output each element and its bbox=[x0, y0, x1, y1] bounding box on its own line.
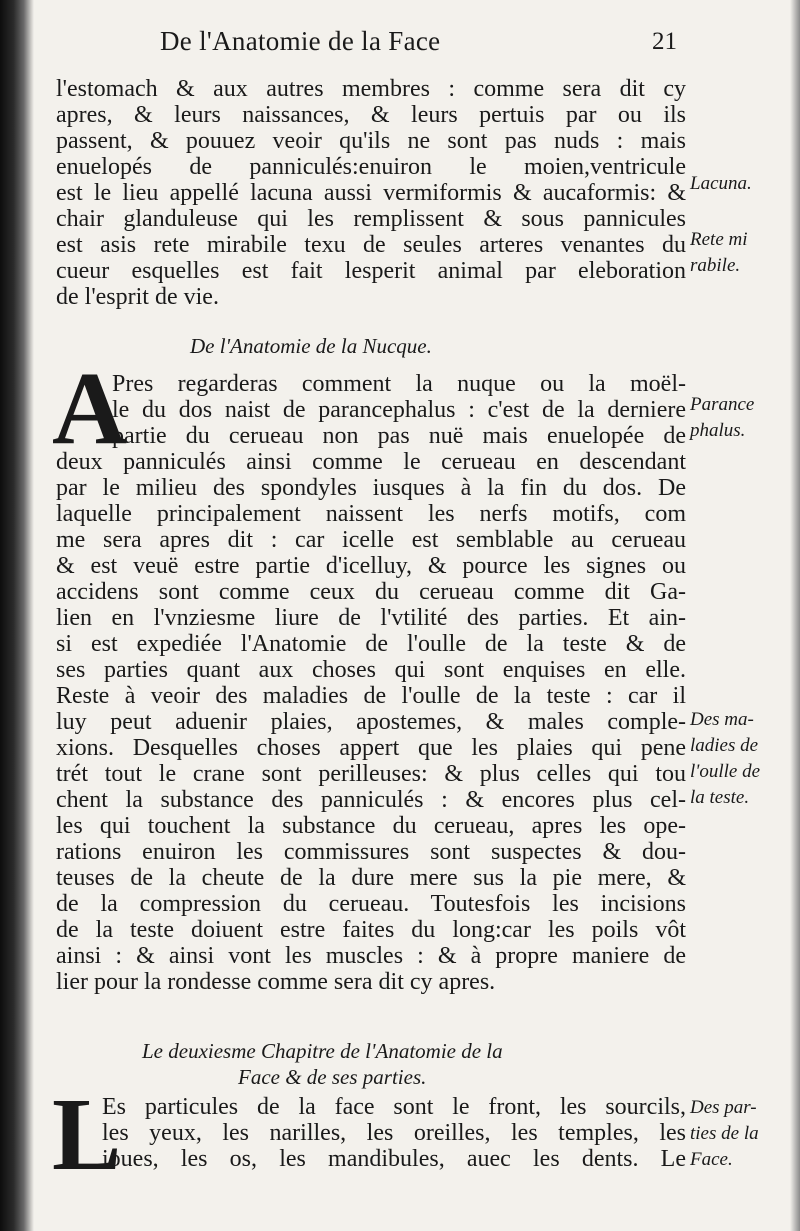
text-line: ses parties quant aux choses qui sont enquises en elle. bbox=[56, 657, 686, 683]
text-line: trét tout le crane sont perilleuses: & plus celles qui tou bbox=[56, 761, 686, 787]
page-number: 21 bbox=[652, 28, 677, 55]
text-line: accidens sont comme ceux du cerueau comme dit Ga- bbox=[56, 579, 686, 605]
text-line: chair glanduleuse qui les remplissent & sous pannicules bbox=[56, 206, 686, 232]
page-edge-shadow bbox=[790, 0, 800, 1231]
margin-note: Des ma- bbox=[690, 709, 754, 730]
margin-note: Rete mi bbox=[690, 229, 748, 250]
text-line: lien en l'vnziesme liure de l'vtilité des parties. Et ain- bbox=[56, 605, 686, 631]
chapter-heading-line-2: Face & de ses parties. bbox=[238, 1065, 427, 1089]
text-line: apres, & leurs naissances, & leurs pertuis par ou ils bbox=[56, 102, 686, 128]
page-binding-shadow bbox=[0, 0, 34, 1231]
text-line: est asis rete mirabile texu de seules arteres venantes du bbox=[56, 232, 686, 258]
text-line: ainsi : & ainsi vont les muscles : & à propre maniere de bbox=[56, 943, 686, 969]
text-line: lier pour la rondesse comme sera dit cy apres. bbox=[56, 969, 496, 995]
section-heading-nucque: De l'Anatomie de la Nucque. bbox=[190, 334, 432, 358]
text-line: l'estomach & aux autres membres : comme sera dit cy bbox=[56, 76, 686, 102]
text-line: Reste à veoir des maladies de l'oulle de la teste : car il bbox=[56, 683, 686, 709]
margin-note: rabile. bbox=[690, 255, 741, 276]
text-line: deux panniculés ainsi comme le cerueau en descendant bbox=[56, 449, 686, 475]
text-line: les yeux, les narilles, les oreilles, les temples, les bbox=[102, 1120, 686, 1146]
text-line: me sera apres dit : car icelle est semblable au cerueau bbox=[56, 527, 686, 553]
text-line: enuelopés de panniculés:enuiron le moien,ventricule bbox=[56, 154, 686, 180]
text-line: de la compression du cerueau. Toutesfois les incisions bbox=[56, 891, 686, 917]
text-line: les qui touchent la substance du cerueau, apres les ope- bbox=[56, 813, 686, 839]
text-line: rations enuiron les commissures sont suspectes & dou- bbox=[56, 839, 686, 865]
text-line: & est veuë estre partie d'icelluy, & pource les signes ou bbox=[56, 553, 686, 579]
text-line: de la teste doiuent estre faites du long:car les poils vôt bbox=[56, 917, 686, 943]
text-line: laquelle principalement naissent les nerfs motifs, com bbox=[56, 501, 686, 527]
text-line: luy peut aduenir plaies, apostemes, & males comple- bbox=[56, 709, 686, 735]
text-line: de l'esprit de vie. bbox=[56, 284, 219, 310]
margin-note: Lacuna. bbox=[690, 173, 752, 194]
text-line: est le lieu appellé lacuna aussi vermiformis & aucaformis: & bbox=[56, 180, 686, 206]
margin-note: l'oulle de bbox=[690, 761, 761, 782]
margin-note: ladies de bbox=[690, 735, 759, 756]
text-line: chent la substance des panniculés : & encores plus cel- bbox=[56, 787, 686, 813]
text-line: partie du cerueau non pas nuë mais enuelopée de bbox=[112, 423, 686, 449]
margin-note: la teste. bbox=[690, 787, 750, 808]
text-line: passent, & pouuez veoir qu'ils ne sont pas nuds : mais bbox=[56, 128, 686, 154]
margin-note: ties de la bbox=[690, 1123, 759, 1144]
text-line: xions. Desquelles choses appert que les plaies qui pene bbox=[56, 735, 686, 761]
text-line: par le milieu des spondyles iusques à la fin du dos. De bbox=[56, 475, 686, 501]
drop-cap-L: L bbox=[52, 1077, 122, 1192]
text-line: teuses de la cheute de la dure mere sus la pie mere, & bbox=[56, 865, 686, 891]
margin-note: Face. bbox=[690, 1149, 733, 1170]
text-line: ioues, les os, les mandibules, auec les dents. Le bbox=[102, 1146, 686, 1172]
text-line: cueur esquelles est fait lesperit animal par eleboration bbox=[56, 258, 686, 284]
text-line: si est expediée l'Anatomie de l'oulle de la teste & de bbox=[56, 631, 686, 657]
margin-note: Des par- bbox=[690, 1097, 757, 1118]
text-line: Es particules de la face sont le front, les sourcils, bbox=[102, 1094, 686, 1120]
drop-cap-A: A bbox=[52, 351, 128, 466]
chapter-heading-line-1: Le deuxiesme Chapitre de l'Anatomie de la bbox=[142, 1039, 503, 1063]
text-line: le du dos naist de parancephalus : c'est de la derniere bbox=[112, 397, 686, 423]
running-title: De l'Anatomie de la Face bbox=[160, 26, 441, 56]
text-line: Pres regarderas comment la nuque ou la moël- bbox=[112, 371, 686, 397]
margin-note: phalus. bbox=[690, 420, 746, 441]
margin-note: Parance bbox=[690, 394, 755, 415]
